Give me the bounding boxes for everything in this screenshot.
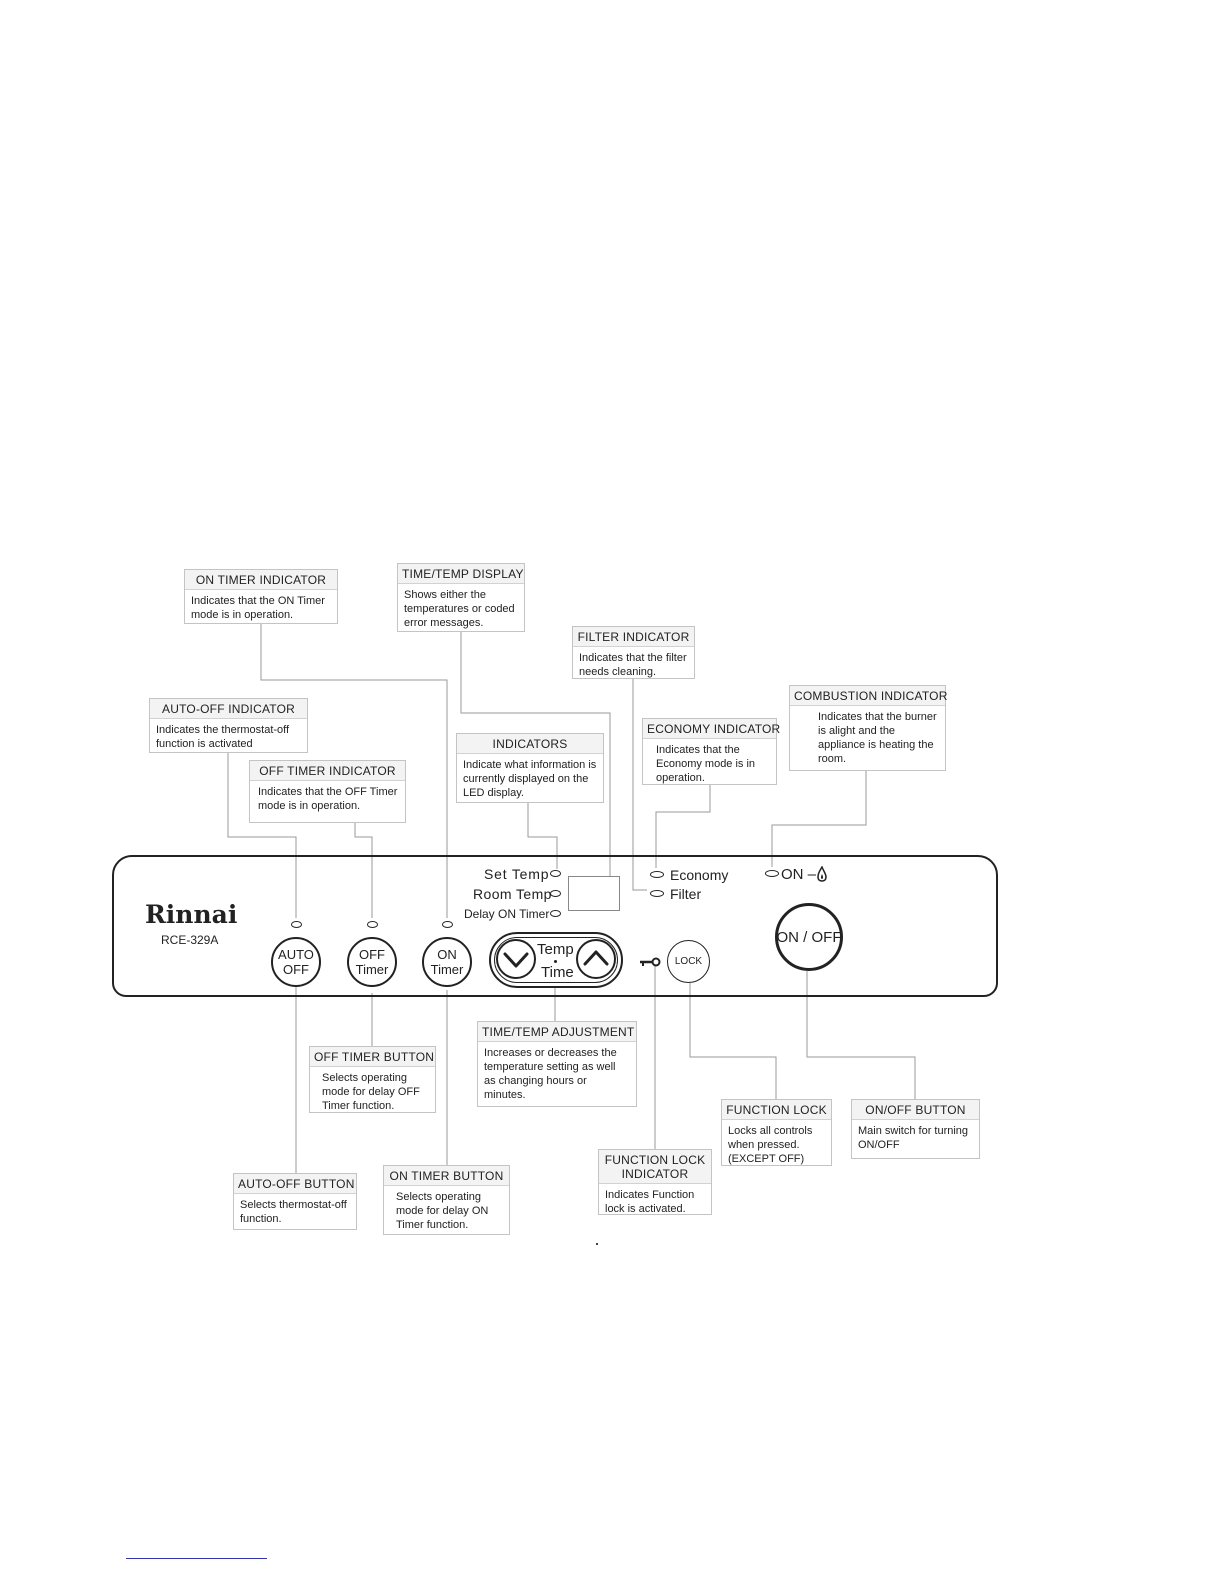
callout-title: FUNCTION LOCK INDICATOR xyxy=(599,1150,711,1184)
callout-on-timer-indicator xyxy=(184,569,338,624)
callout-title: ON TIMER INDICATOR xyxy=(185,570,337,590)
callout-desc: Selects operating mode for delay OFF Timer function. xyxy=(322,1072,420,1112)
callout-desc: Indicate what information is currently displayed on the LED display. xyxy=(463,759,597,799)
callout-desc: Indicates that the ON Timer mode is in operation. xyxy=(191,595,325,621)
separator-dot xyxy=(554,960,557,963)
off-timer-led-icon xyxy=(367,921,378,928)
callout-desc: Indicates the thermostat-off function is activated xyxy=(156,724,290,750)
room-temp-led-icon xyxy=(550,890,561,897)
lock-button[interactable]: LOCK xyxy=(667,940,710,983)
callout-title: INDICATORS xyxy=(457,734,603,754)
on-off-button[interactable]: ON / OFF xyxy=(775,903,843,971)
time-label: Time xyxy=(541,964,574,981)
auto-off-led-icon xyxy=(291,921,302,928)
callout-function-lock xyxy=(721,1099,832,1166)
economy-label: Economy xyxy=(670,867,729,883)
callout-desc: Selects operating mode for delay ON Timer function. xyxy=(396,1191,489,1231)
callout-function-lock-indicator xyxy=(598,1149,712,1215)
model-number: RCE-329A xyxy=(161,933,219,947)
combustion-label: ON – xyxy=(781,866,817,883)
off-timer-button[interactable] xyxy=(347,937,397,987)
delay-on-timer-label: Delay ON Timer xyxy=(464,907,550,921)
callout-title: ON TIMER BUTTON xyxy=(384,1166,509,1186)
decrease-button[interactable] xyxy=(496,939,536,979)
on-timer-label-line2: Timer xyxy=(430,962,464,977)
callout-title: OFF TIMER BUTTON xyxy=(310,1047,435,1067)
callout-auto-off-indicator xyxy=(149,698,308,753)
callout-desc: Indicates Function lock is activated. xyxy=(605,1189,695,1215)
chevron-down-icon xyxy=(503,946,529,972)
off-timer-label-line2: Timer xyxy=(355,962,389,977)
callout-desc: Indicates that the OFF Timer mode is in operation. xyxy=(258,786,398,812)
callout-desc: Indicates that the burner is alight and the appliance is heating the room. xyxy=(818,711,937,765)
filter-led-icon xyxy=(650,890,664,897)
delay-on-timer-led-icon xyxy=(550,910,561,917)
callout-desc: Indicates that the Economy mode is in operation. xyxy=(656,744,756,784)
callout-indicators xyxy=(456,733,604,803)
callout-desc: Shows either the temperatures or coded error messages. xyxy=(404,589,515,629)
callout-desc: Locks all controls when pressed. (EXCEPT OFF) xyxy=(728,1125,813,1165)
callout-desc: Main switch for turning ON/OFF xyxy=(858,1125,969,1151)
on-timer-label-line1: ON xyxy=(437,947,457,962)
callout-onoff-button xyxy=(851,1099,980,1159)
callout-on-timer-button xyxy=(383,1165,510,1235)
room-temp-label: Room Temp xyxy=(473,886,552,902)
callout-title: AUTO-OFF INDICATOR xyxy=(150,699,307,719)
callout-title: FILTER INDICATOR xyxy=(573,627,694,647)
filter-label: Filter xyxy=(670,886,702,902)
callout-title: TIME/TEMP DISPLAY xyxy=(398,564,524,584)
callout-title: ECONOMY INDICATOR xyxy=(643,719,776,739)
set-temp-led-icon xyxy=(550,870,561,877)
callout-desc: Selects thermostat-off function. xyxy=(240,1199,347,1225)
flame-icon xyxy=(817,866,827,882)
callout-desc: Increases or decreases the temperature setting as well as changing hours or minutes. xyxy=(484,1047,617,1101)
auto-off-label-line2: OFF xyxy=(283,962,309,977)
callout-time-temp-adjustment xyxy=(477,1021,637,1107)
economy-led-icon xyxy=(650,871,664,878)
callout-title: ON/OFF BUTTON xyxy=(852,1100,979,1120)
callout-desc: Indicates that the filter needs cleaning. xyxy=(579,652,687,678)
key-icon xyxy=(639,956,661,968)
callout-auto-off-button xyxy=(233,1173,357,1230)
leader-combustion-indicator xyxy=(772,770,866,867)
callout-off-timer-button xyxy=(309,1046,436,1113)
callout-economy-indicator xyxy=(642,718,781,785)
brand-logo: Rinnai xyxy=(145,900,238,929)
callout-off-timer-indicator xyxy=(249,760,406,823)
on-timer-led-icon xyxy=(442,921,453,928)
callout-title: COMBUSTION INDICATOR xyxy=(790,686,945,706)
set-temp-label: Set Temp xyxy=(484,866,550,882)
footnote-rule xyxy=(126,1558,267,1559)
callout-time-temp-display xyxy=(397,563,525,632)
callout-title: FUNCTION LOCK xyxy=(722,1100,831,1120)
callout-combustion-indicator xyxy=(789,685,946,771)
led-display xyxy=(568,876,620,911)
callout-title: TIME/TEMP ADJUSTMENT xyxy=(478,1022,636,1042)
callout-filter-indicator xyxy=(572,626,695,679)
callout-title: AUTO-OFF BUTTON xyxy=(234,1174,356,1194)
callout-title: OFF TIMER INDICATOR xyxy=(250,761,405,781)
increase-button[interactable] xyxy=(576,939,616,979)
chevron-up-icon xyxy=(583,946,609,972)
auto-off-label-line1: AUTO xyxy=(278,947,314,962)
leader-function-lock xyxy=(690,983,776,1099)
temp-label: Temp xyxy=(537,941,574,958)
combustion-led-icon xyxy=(765,870,779,877)
on-timer-button[interactable] xyxy=(422,937,472,987)
off-timer-label-line1: OFF xyxy=(359,947,385,962)
stray-mark xyxy=(596,1243,598,1245)
auto-off-button[interactable] xyxy=(271,937,321,987)
